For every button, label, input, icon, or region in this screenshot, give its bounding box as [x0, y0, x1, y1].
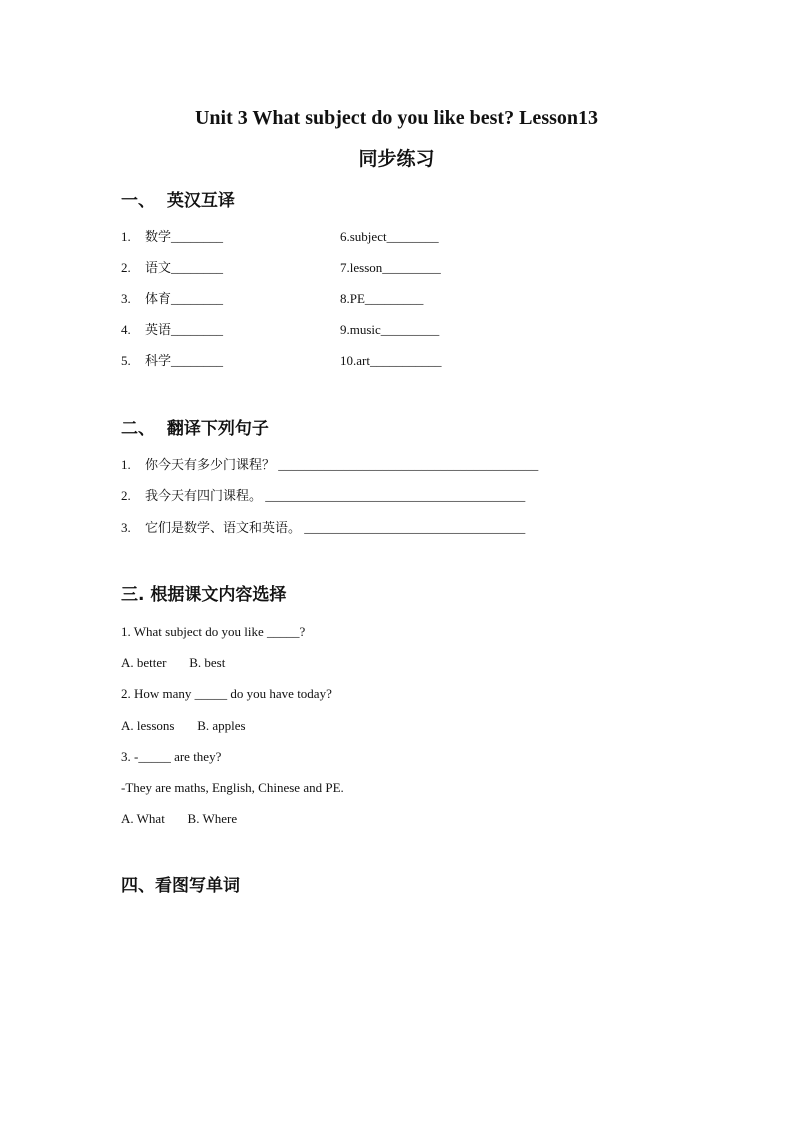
option-line: A. lessons B. apples	[121, 718, 246, 733]
item-number: 3.	[121, 291, 131, 306]
list-item: 10.art___________	[340, 353, 442, 368]
list-item: 8.PE_________	[340, 291, 424, 306]
list-item: 7.lesson_________	[340, 260, 441, 275]
section2-heading: 二、 翻译下列句子	[121, 419, 269, 439]
item-number: 5.	[121, 353, 131, 368]
option-line: A. What B. Where	[121, 811, 238, 826]
item-number: 4.	[121, 322, 131, 337]
item-number: 2.	[121, 260, 131, 275]
item-number: 3.	[121, 520, 131, 535]
item-number: 1.	[121, 457, 131, 472]
item-text: 它们是数学、语文和英语。 __________________________________	[145, 520, 526, 535]
item-text: 数学________	[145, 229, 224, 244]
item-text: 你今天有多少门课程？ ________________________________________	[145, 457, 539, 472]
list-item: 6.subject________	[340, 229, 439, 244]
question-line: 1. What subject do you like _____?	[121, 624, 306, 639]
section1-heading: 一、 英汉互译	[121, 191, 235, 211]
option-line: A. better B. best	[121, 655, 226, 670]
question-line: -They are maths, English, Chinese and PE.	[121, 780, 344, 795]
question-line: 3. -_____ are they?	[121, 749, 222, 764]
item-text: 语文________	[145, 260, 224, 275]
section4-heading: 四、看图写单词	[121, 876, 240, 896]
item-number: 1.	[121, 229, 131, 244]
item-text: 科学________	[145, 353, 224, 368]
item-text: 体育________	[145, 291, 224, 306]
item-text: 英语________	[145, 322, 224, 337]
item-number: 2.	[121, 488, 131, 503]
list-item: 9.music_________	[340, 322, 440, 337]
page-title: Unit 3 What subject do you like best? Lesson13	[194, 107, 599, 129]
item-text: 我今天有四门课程。 ________________________________________	[145, 488, 526, 503]
question-line: 2. How many _____ do you have today?	[121, 686, 332, 701]
page-subtitle: 同步练习	[358, 148, 435, 170]
section3-heading: 三. 根据课文内容选择	[121, 585, 287, 605]
